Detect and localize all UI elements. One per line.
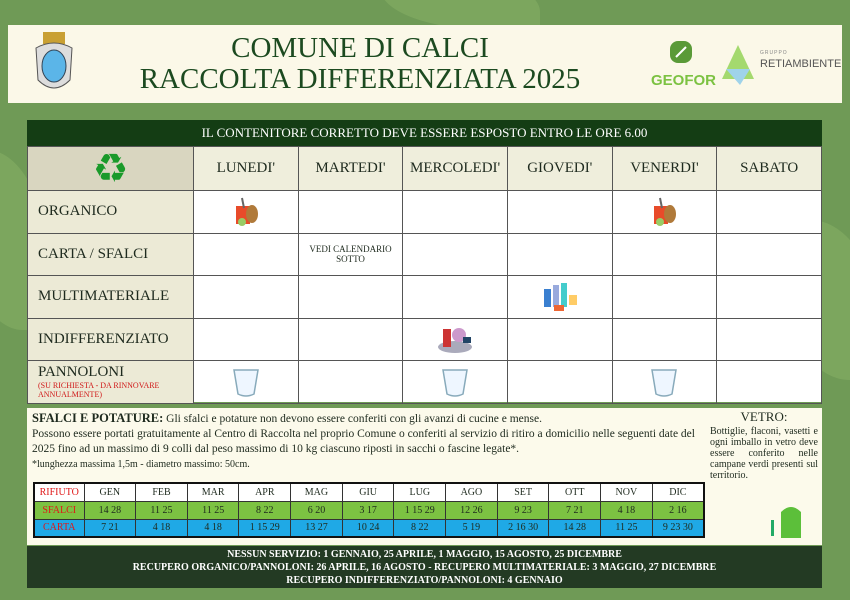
month-cell: MAR [187, 483, 239, 501]
day-header: SABATO [717, 147, 822, 191]
retiambiente-text: RETIAMBIENTE [760, 58, 842, 70]
schedule-cell [194, 233, 299, 276]
month-cell: SET [497, 483, 549, 501]
schedule-cell [194, 276, 299, 319]
waste-type-label [28, 191, 194, 234]
schedule-cell [194, 191, 299, 234]
month-row-carta [34, 519, 704, 537]
day-header: GIOVEDI' [507, 147, 612, 191]
glass-bin-icon [767, 498, 807, 540]
month-cell: 11 25 [187, 501, 239, 519]
month-cell: NOV [601, 483, 653, 501]
month-cell: APR [239, 483, 291, 501]
month-cell: 14 28 [84, 501, 136, 519]
schedule-cell [717, 233, 822, 276]
organic-waste-icon [226, 206, 266, 216]
info-panel [27, 408, 822, 545]
schedule-cell [612, 233, 717, 276]
schedule-cell [717, 318, 822, 361]
waste-type-label [28, 233, 194, 276]
month-cell: AGO [446, 483, 498, 501]
leaf-icon [668, 39, 694, 65]
schedule-cell [612, 191, 717, 234]
geofor-logo [651, 39, 717, 89]
waste-type-name: INDIFFERENZIATO [38, 330, 169, 347]
schedule-cell [194, 361, 299, 404]
month-cell: 8 22 [394, 519, 446, 537]
footer-line: NESSUN SERVIZIO: 1 GENNAIO, 25 APRILE, 1 MAGGIO, 15 AGOSTO, 25 DICEMBRE [227, 549, 622, 560]
month-cell: DIC [652, 483, 704, 501]
month-cell: 12 26 [446, 501, 498, 519]
day-header: MERCOLEDI' [403, 147, 508, 191]
schedule-row [28, 276, 822, 319]
day-header: MARTEDI' [298, 147, 403, 191]
schedule-cell [717, 191, 822, 234]
day-header: VENERDI' [612, 147, 717, 191]
schedule-cell [298, 276, 403, 319]
month-cell: 14 28 [549, 519, 601, 537]
waste-type-name: MULTIMATERIALE [38, 288, 170, 305]
month-cell: LUG [394, 483, 446, 501]
month-cell: 6 20 [291, 501, 343, 519]
header-panel [8, 25, 842, 103]
schedule-cell [507, 361, 612, 404]
triangle-logo-icon [720, 43, 756, 87]
schedule-row [28, 191, 822, 234]
month-cell: 3 17 [342, 501, 394, 519]
row-label: RIFIUTO [34, 483, 84, 501]
gruppo-text: GRUPPO [760, 50, 788, 56]
schedule-cell [403, 276, 508, 319]
month-cell: OTT [549, 483, 601, 501]
calci-crest-logo [28, 30, 80, 96]
month-cell: GIU [342, 483, 394, 501]
waste-type-name: PANNOLONI [38, 364, 125, 381]
title-line-2: RACCOLTA DIFFERENZIATA 2025 [139, 63, 581, 95]
month-cell: FEB [136, 483, 188, 501]
vetro-text: Bottiglie, flaconi, vasetti e ogni imballo in vetro deve essere conferito nelle campane verdi presenti sul territorio. [710, 426, 818, 481]
waste-type-label [28, 361, 194, 404]
recycle-icon: ♻ [92, 145, 129, 191]
waste-type-label [28, 276, 194, 319]
month-cell: 7 21 [84, 519, 136, 537]
sfalci-note: *lunghezza massima 1,5m - diametro massimo: 50cm. [32, 459, 250, 470]
schedule-cell [507, 233, 612, 276]
month-row-sfalci [34, 501, 704, 519]
schedule-cell [612, 276, 717, 319]
waste-type-name: CARTA / SFALCI [38, 245, 149, 262]
vetro-info [710, 411, 818, 481]
schedule-cell [612, 361, 717, 404]
schedule-cell [507, 318, 612, 361]
organic-waste-icon [644, 206, 684, 216]
month-cell: 8 22 [239, 501, 291, 519]
schedule-cell [717, 276, 822, 319]
residual-waste-icon [435, 333, 475, 343]
waste-type-label [28, 318, 194, 361]
footer-line: RECUPERO INDIFFERENZIATO/PANNOLONI: 4 GENNAIO [286, 575, 563, 586]
month-cell: 13 27 [291, 519, 343, 537]
schedule-banner: IL CONTENITORE CORRETTO DEVE ESSERE ESPOSTO ENTRO LE ORE 6.00 [27, 120, 822, 146]
sfalci-text-2: Possono essere portati gratuitamente al Centro di Raccolta nel proprio Comune o conferiti al servizio di ritiro a domicilio nelle seguenti date del 2025 fino ad un massimo di 9 colli dal peso massimo di 10 kg ciascuno riposti in sacchi o fascine legate*. [32, 428, 695, 455]
month-cell: 1 15 29 [239, 519, 291, 537]
row-label: CARTA [34, 519, 84, 537]
title-line-1: COMUNE DI CALCI [231, 32, 489, 64]
footer-notice [27, 546, 822, 588]
diaper-icon [435, 376, 475, 386]
schedule-cell [194, 318, 299, 361]
month-cell: 4 18 [136, 519, 188, 537]
multimaterial-icon [540, 291, 580, 301]
sfalci-heading: SFALCI E POTATURE: [32, 411, 164, 425]
month-cell: 9 23 [497, 501, 549, 519]
schedule-cell [298, 233, 403, 276]
month-cell: 2 16 [652, 501, 704, 519]
waste-type-name: ORGANICO [38, 203, 118, 220]
cell-note: VEDI CALENDARIO SOTTO [309, 244, 392, 265]
recycle-icon-cell [28, 147, 194, 191]
schedule-cell [612, 318, 717, 361]
schedule-row [28, 361, 822, 404]
month-cell: 2 16 30 [497, 519, 549, 537]
month-cell: 9 23 30 [652, 519, 704, 537]
schedule-cell [403, 318, 508, 361]
page-title [108, 33, 612, 95]
schedule-cell [403, 233, 508, 276]
schedule-cell [298, 191, 403, 234]
vetro-title: VETRO: [740, 409, 788, 424]
footer-line: RECUPERO ORGANICO/PANNOLONI: 26 APRILE, 16 AGOSTO - RECUPERO MULTIMATERIALE: 3 MAGGIO, 27 DICEMBRE [132, 562, 717, 573]
month-cell: 10 24 [342, 519, 394, 537]
schedule-cell [298, 361, 403, 404]
month-cell: 5 19 [446, 519, 498, 537]
row-label: SFALCI [34, 501, 84, 519]
day-header: LUNEDI' [194, 147, 299, 191]
schedule-cell [507, 276, 612, 319]
month-row-header [34, 483, 704, 501]
month-cell: 11 25 [601, 519, 653, 537]
month-cell: 7 21 [549, 501, 601, 519]
schedule-row [28, 233, 822, 276]
schedule-cell [298, 318, 403, 361]
schedule-row [28, 318, 822, 361]
schedule-cell [403, 191, 508, 234]
month-cell: MAG [291, 483, 343, 501]
geofor-text: GEOFOR [651, 72, 717, 89]
diaper-icon [644, 376, 684, 386]
month-cell: 1 15 29 [394, 501, 446, 519]
schedule-cell [717, 361, 822, 404]
diaper-icon [226, 376, 266, 386]
schedule-cell [507, 191, 612, 234]
waste-type-note: (SU RICHIESTA - DA RINNOVARE ANNUALMENTE) [38, 381, 160, 400]
month-cell: 4 18 [601, 501, 653, 519]
month-cell: GEN [84, 483, 136, 501]
month-cell: 11 25 [136, 501, 188, 519]
schedule-cell [403, 361, 508, 404]
weekly-schedule [27, 120, 822, 402]
sfalci-info [32, 411, 707, 472]
retiambiente-logo [720, 43, 842, 92]
schedule-table [27, 146, 822, 404]
monthly-calendar-table [33, 482, 705, 538]
month-cell: 4 18 [187, 519, 239, 537]
sfalci-text: Gli sfalci e potature non devono essere conferiti con gli avanzi di cucine e mense. [163, 413, 542, 425]
